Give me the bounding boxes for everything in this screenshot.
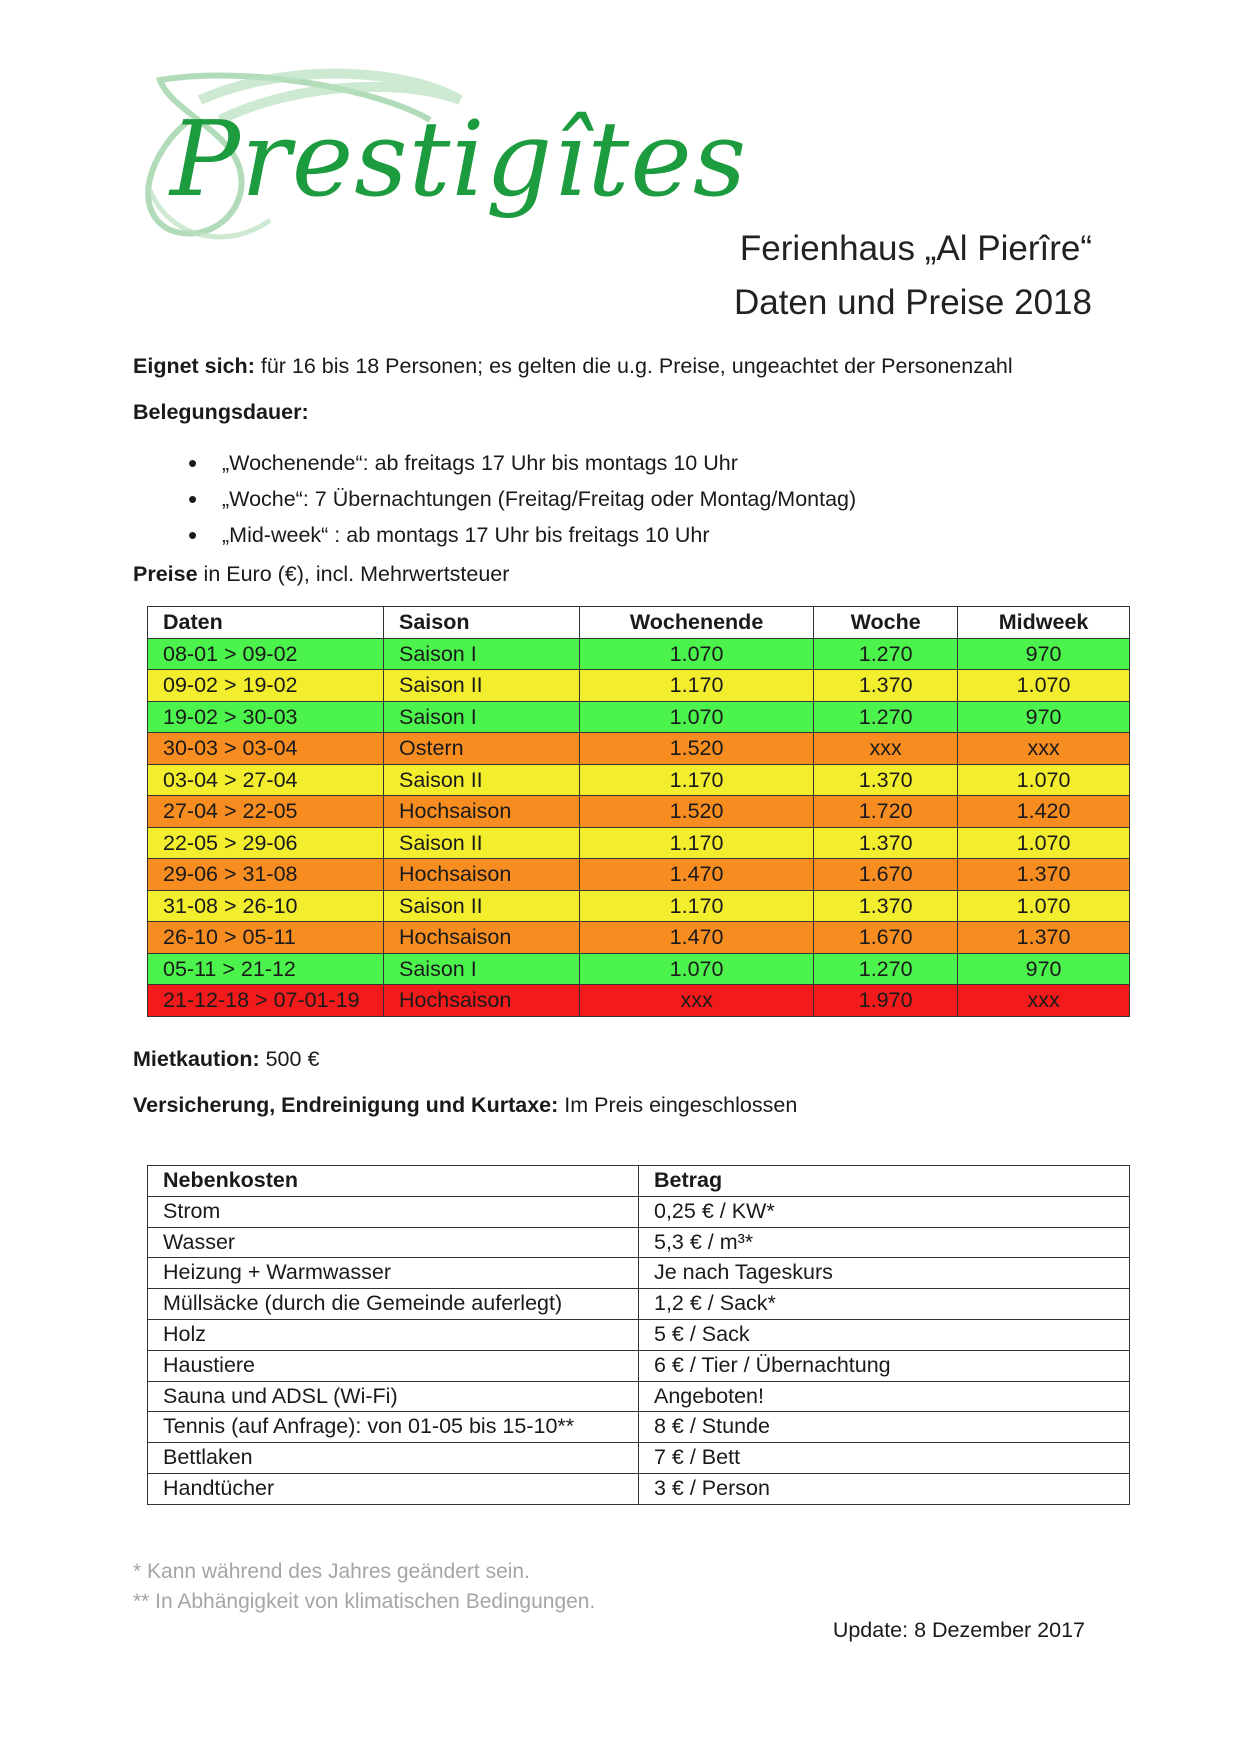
cell-saison: Saison II (384, 670, 580, 702)
title-line-2: Daten und Preise 2018 (733, 283, 1092, 322)
cell-saison: Saison I (384, 638, 580, 670)
list-item: • „Wochenende“: ab freitags 17 Uhr bis montags 10 Uhr (188, 445, 856, 481)
belegung-heading (133, 400, 309, 425)
cell-woche: 1.670 (814, 922, 958, 954)
cell-woche: 1.270 (814, 953, 958, 985)
table-row (148, 859, 1130, 891)
cell-wochenende: 1.470 (580, 922, 814, 954)
document-title (734, 222, 1092, 330)
eignet-paragraph (133, 354, 1013, 379)
cell-wochenende: 1.170 (580, 890, 814, 922)
header-wochenende: Wochenende (580, 607, 814, 639)
table-row (148, 1350, 1130, 1381)
logo-wordmark: Prestigîtes (170, 98, 748, 220)
table-row (148, 827, 1130, 859)
cell-daten: 03-04 > 27-04 (148, 764, 384, 796)
cell-woche: 1.670 (814, 859, 958, 891)
cell-woche: 1.370 (814, 670, 958, 702)
cell-wochenende: 1.170 (580, 764, 814, 796)
cell-betrag: 3 € / Person (639, 1473, 1130, 1504)
cell-midweek: 970 (958, 638, 1130, 670)
eignet-text: für 16 bis 18 Personen; es gelten die u.g. Preise, ungeachtet der Personenzahl (260, 354, 1013, 378)
cell-midweek: 1.070 (958, 827, 1130, 859)
cell-woche: 1.370 (814, 764, 958, 796)
cell-saison: Hochsaison (384, 796, 580, 828)
table-row (148, 733, 1130, 765)
cell-daten: 19-02 > 30-03 (148, 701, 384, 733)
table-row (148, 638, 1130, 670)
table-row (148, 670, 1130, 702)
cell-nebenkosten: Tennis (auf Anfrage): von 01-05 bis 15-10** (148, 1412, 639, 1443)
versicherung-text: Im Preis eingeschlossen (564, 1093, 798, 1117)
cell-daten: 08-01 > 09-02 (148, 638, 384, 670)
cell-daten: 26-10 > 05-11 (148, 922, 384, 954)
table-row (148, 1443, 1130, 1474)
cell-midweek: 1.070 (958, 764, 1130, 796)
cell-woche: 1.370 (814, 827, 958, 859)
cell-daten: 30-03 > 03-04 (148, 733, 384, 765)
table-row (148, 764, 1130, 796)
cell-nebenkosten: Sauna und ADSL (Wi-Fi) (148, 1381, 639, 1412)
cell-midweek: xxx (958, 733, 1130, 765)
cell-wochenende: 1.070 (580, 638, 814, 670)
preise-label: Preise (133, 562, 198, 586)
cell-nebenkosten: Heizung + Warmwasser (148, 1258, 639, 1289)
cell-daten: 31-08 > 26-10 (148, 890, 384, 922)
cell-midweek: 970 (958, 701, 1130, 733)
header-midweek: Midweek (958, 607, 1130, 639)
kaution-text: 500 € (265, 1047, 320, 1071)
table-row (148, 953, 1130, 985)
header-daten: Daten (148, 607, 384, 639)
cell-betrag: 8 € / Stunde (639, 1412, 1130, 1443)
cell-woche: 1.970 (814, 985, 958, 1017)
cell-nebenkosten: Holz (148, 1319, 639, 1350)
versicherung-paragraph (133, 1093, 797, 1118)
table-row (148, 985, 1130, 1017)
cell-nebenkosten: Wasser (148, 1227, 639, 1258)
preise-text: in Euro (€), incl. Mehrwertsteuer (203, 562, 510, 586)
belegung-label: Belegungsdauer: (133, 400, 309, 424)
cell-betrag: 5,3 € / m³* (639, 1227, 1130, 1258)
eignet-label: Eignet sich: (133, 354, 255, 378)
cell-betrag: Angeboten! (639, 1381, 1130, 1412)
cell-saison: Saison II (384, 827, 580, 859)
table-row (148, 1381, 1130, 1412)
nebenkosten-table-header (148, 1166, 1130, 1197)
cell-betrag: Je nach Tageskurs (639, 1258, 1130, 1289)
header-nebenkosten: Nebenkosten (148, 1166, 639, 1197)
footnote-1: * Kann während des Jahres geändert sein. (133, 1560, 530, 1583)
cell-saison: Hochsaison (384, 922, 580, 954)
cell-daten: 29-06 > 31-08 (148, 859, 384, 891)
table-row (148, 701, 1130, 733)
cell-saison: Saison I (384, 953, 580, 985)
table-row (148, 1289, 1130, 1320)
belegung-list (188, 445, 856, 553)
cell-daten: 09-02 > 19-02 (148, 670, 384, 702)
table-row (148, 1196, 1130, 1227)
table-row (148, 796, 1130, 828)
cell-woche: xxx (814, 733, 958, 765)
price-table-header (148, 607, 1130, 639)
cell-midweek: 1.070 (958, 670, 1130, 702)
cell-daten: 21-12-18 > 07-01-19 (148, 985, 384, 1017)
cell-wochenende: 1.070 (580, 701, 814, 733)
footnote-2: ** In Abhängigkeit von klimatischen Bedingungen. (133, 1590, 596, 1613)
cell-wochenende: 1.470 (580, 859, 814, 891)
cell-betrag: 1,2 € / Sack* (639, 1289, 1130, 1320)
cell-nebenkosten: Bettlaken (148, 1443, 639, 1474)
cell-betrag: 5 € / Sack (639, 1319, 1130, 1350)
table-row (148, 1258, 1130, 1289)
table-row (148, 1412, 1130, 1443)
cell-saison: Hochsaison (384, 859, 580, 891)
cell-woche: 1.270 (814, 638, 958, 670)
title-line-1: Ferienhaus „Al Pierîre“ (739, 229, 1092, 268)
cell-wochenende: 1.170 (580, 827, 814, 859)
cell-saison: Saison II (384, 890, 580, 922)
cell-wochenende: xxx (580, 985, 814, 1017)
versicherung-label: Versicherung, Endreinigung und Kurtaxe: (133, 1093, 559, 1117)
table-row (148, 1473, 1130, 1504)
cell-nebenkosten: Müllsäcke (durch die Gemeinde auferlegt) (148, 1289, 639, 1320)
cell-midweek: 1.070 (958, 890, 1130, 922)
prestigites-logo (130, 60, 748, 250)
nebenkosten-table (147, 1165, 1130, 1505)
cell-daten: 22-05 > 29-06 (148, 827, 384, 859)
cell-midweek: xxx (958, 985, 1130, 1017)
cell-saison: Ostern (384, 733, 580, 765)
table-row (148, 890, 1130, 922)
table-row (148, 1319, 1130, 1350)
cell-daten: 27-04 > 22-05 (148, 796, 384, 828)
cell-betrag: 7 € / Bett (639, 1443, 1130, 1474)
cell-woche: 1.720 (814, 796, 958, 828)
cell-wochenende: 1.070 (580, 953, 814, 985)
cell-betrag: 6 € / Tier / Übernachtung (639, 1350, 1130, 1381)
table-row (148, 922, 1130, 954)
cell-woche: 1.270 (814, 701, 958, 733)
header-woche: Woche (814, 607, 958, 639)
cell-daten: 05-11 > 21-12 (148, 953, 384, 985)
table-row (148, 1227, 1130, 1258)
cell-nebenkosten: Strom (148, 1196, 639, 1227)
cell-saison: Saison I (384, 701, 580, 733)
list-item: • „Mid-week“ : ab montags 17 Uhr bis freitags 10 Uhr (188, 517, 856, 553)
cell-wochenende: 1.520 (580, 796, 814, 828)
cell-woche: 1.370 (814, 890, 958, 922)
cell-midweek: 1.420 (958, 796, 1130, 828)
kaution-paragraph (133, 1047, 319, 1072)
kaution-label: Mietkaution: (133, 1047, 260, 1071)
cell-wochenende: 1.520 (580, 733, 814, 765)
cell-saison: Hochsaison (384, 985, 580, 1017)
cell-midweek: 1.370 (958, 922, 1130, 954)
cell-midweek: 1.370 (958, 859, 1130, 891)
update-date: Update: 8 Dezember 2017 (832, 1618, 1085, 1642)
cell-saison: Saison II (384, 764, 580, 796)
list-item: • „Woche“: 7 Übernachtungen (Freitag/Freitag oder Montag/Montag) (188, 481, 856, 517)
cell-midweek: 970 (958, 953, 1130, 985)
header-betrag: Betrag (639, 1166, 1130, 1197)
price-table (147, 606, 1130, 1017)
cell-nebenkosten: Haustiere (148, 1350, 639, 1381)
cell-wochenende: 1.170 (580, 670, 814, 702)
header-saison: Saison (384, 607, 580, 639)
preise-paragraph (133, 562, 509, 587)
cell-nebenkosten: Handtücher (148, 1473, 639, 1504)
cell-betrag: 0,25 € / KW* (639, 1196, 1130, 1227)
